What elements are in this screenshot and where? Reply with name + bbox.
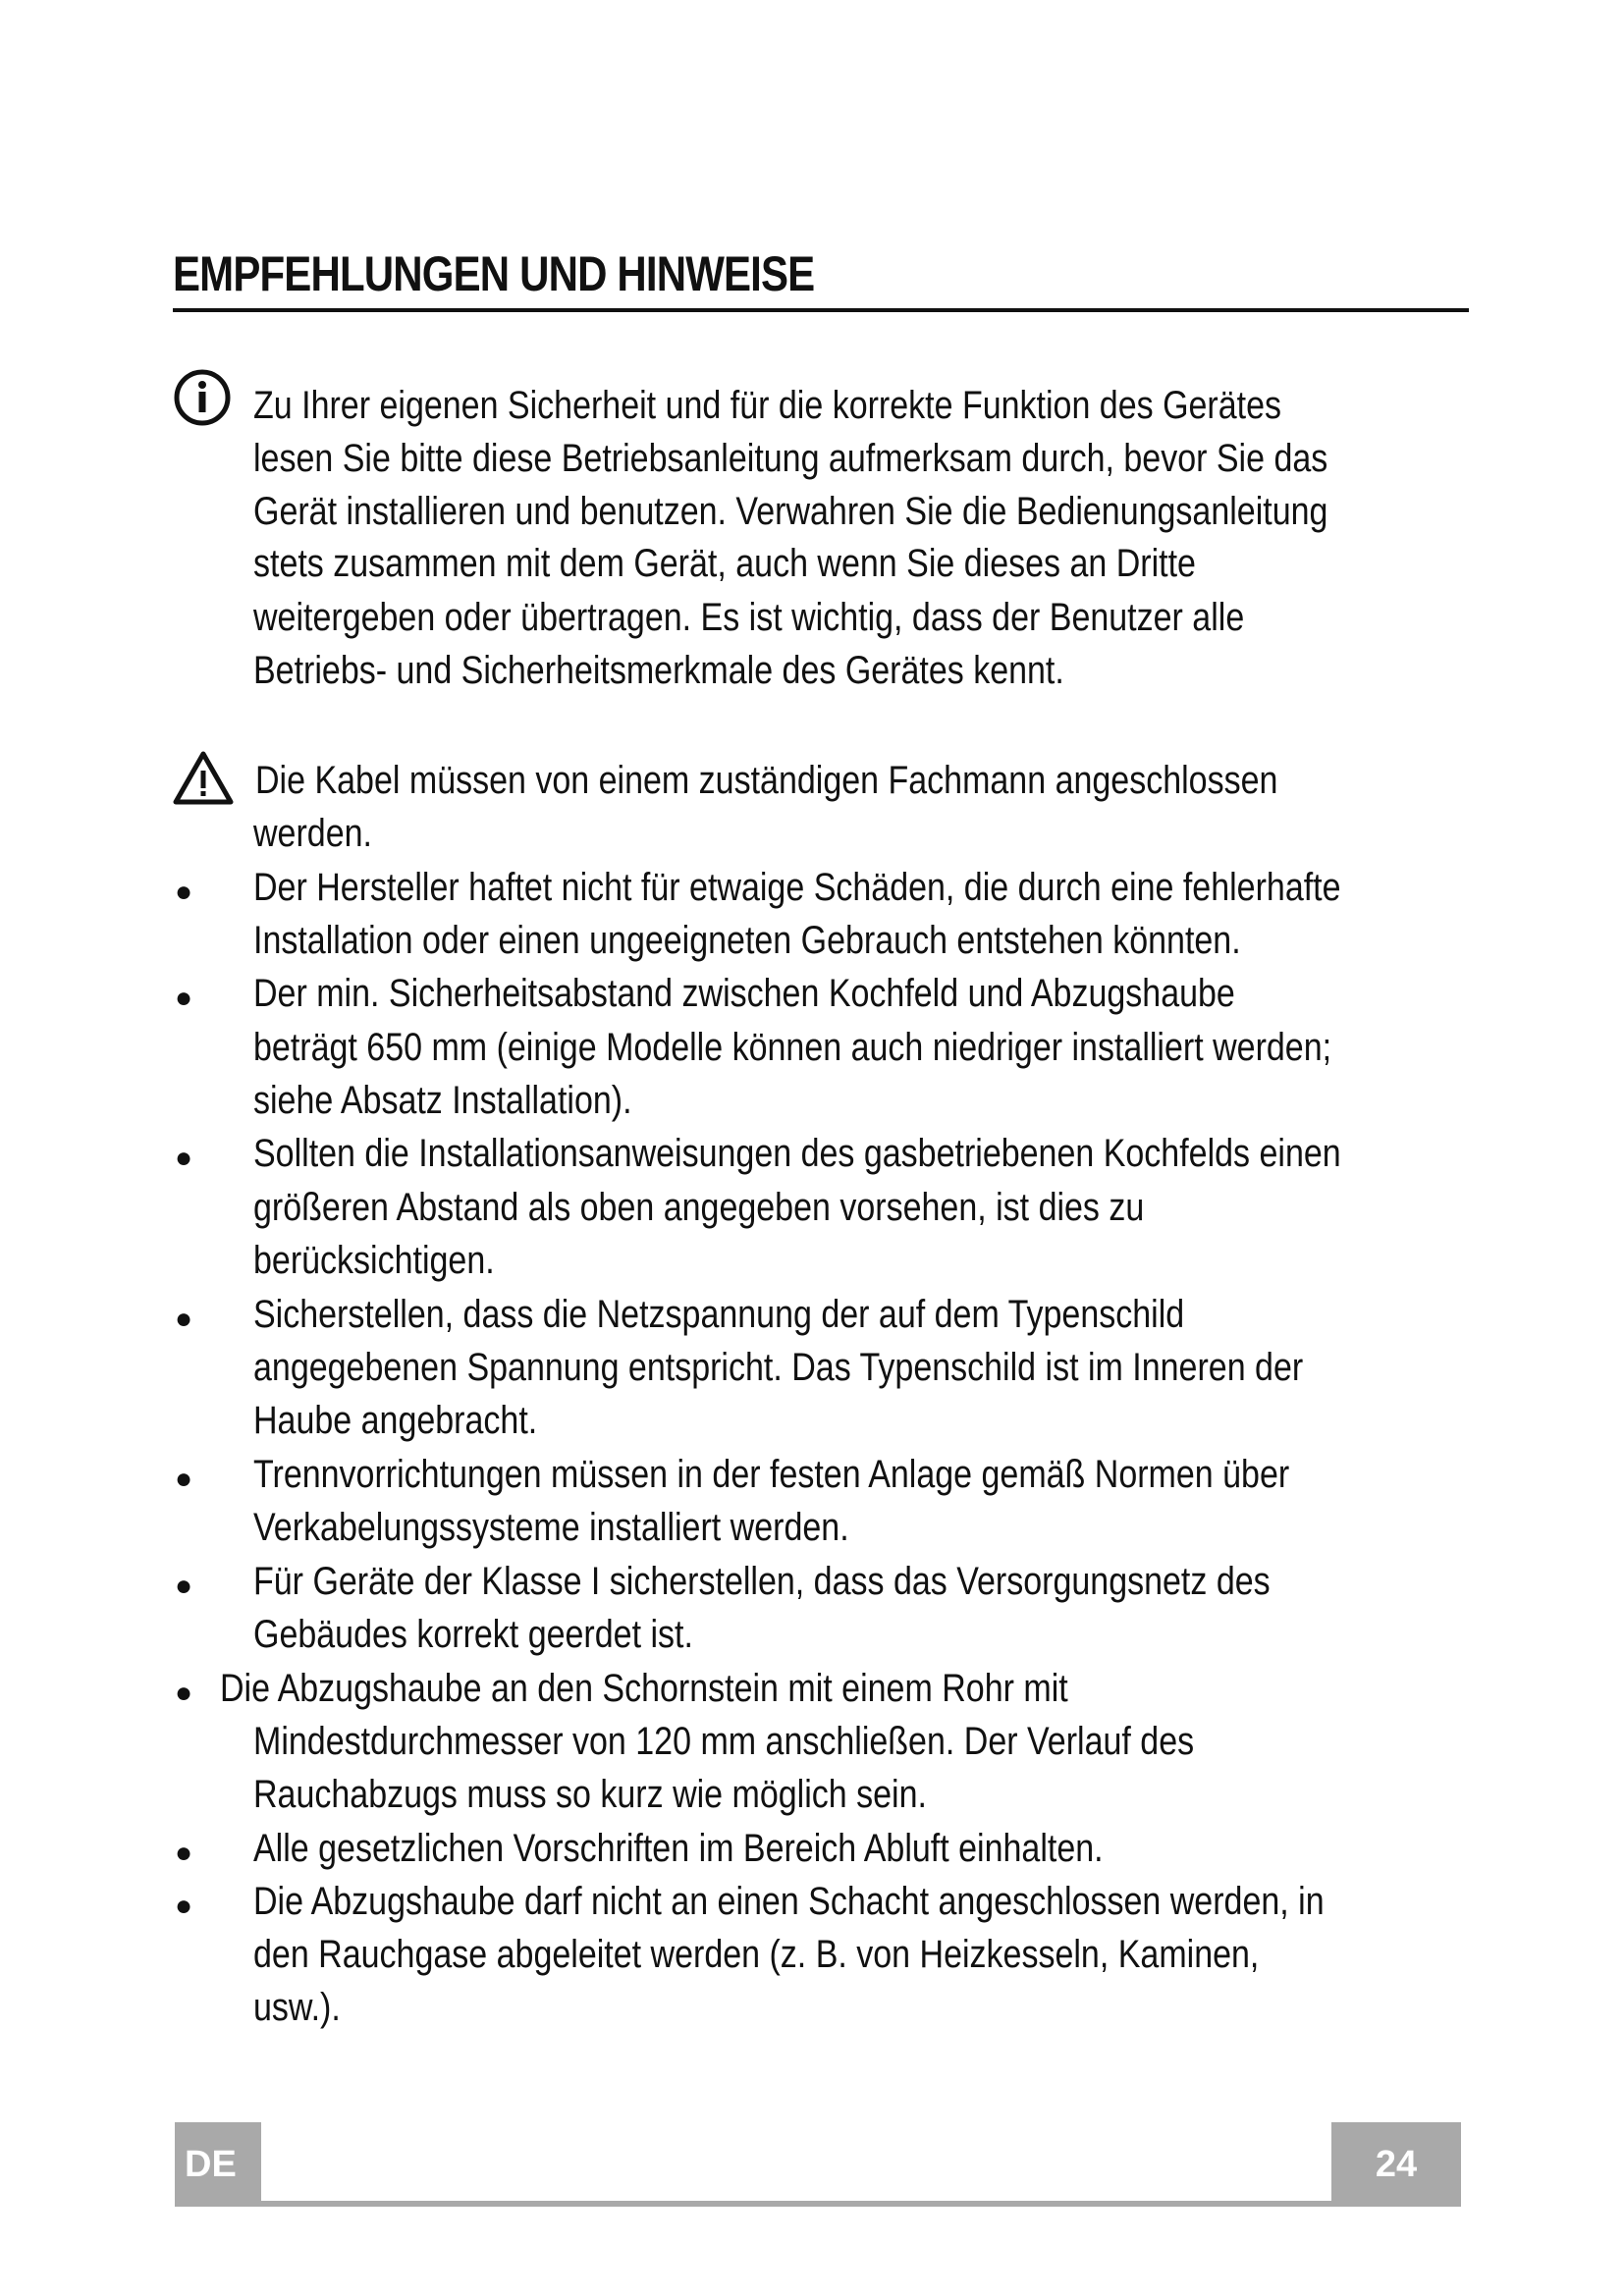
bullet-line: Der Hersteller haftet nicht für etwaige Schäden, die durch eine fehlerhafte — [253, 866, 1341, 909]
bullet-line: Mindestdurchmesser von 120 mm anschließen. Der Verlauf des — [253, 1720, 1195, 1763]
bullet-line: angegebenen Spannung entspricht. Das Typenschild ist im Inneren der — [253, 1346, 1304, 1389]
bullet-marker: ● — [175, 876, 193, 908]
info-line: Betriebs- und Sicherheitsmerkmale des Gerätes kennt. — [253, 649, 1064, 692]
bullet-line: Rauchabzugs muss so kurz wie möglich sein. — [253, 1773, 927, 1816]
bullet-line: beträgt 650 mm (einige Modelle können auch niedriger installiert werden; — [253, 1026, 1332, 1069]
bullet-marker: ● — [175, 1837, 193, 1869]
bullet-line: Der min. Sicherheitsabstand zwischen Kochfeld und Abzugshaube — [253, 972, 1235, 1015]
bullet-line: Die Abzugshaube an den Schornstein mit einem Rohr mit — [220, 1667, 1068, 1710]
info-line: stets zusammen mit dem Gerät, auch wenn Sie dieses an Dritte — [253, 542, 1196, 585]
info-circle-icon — [173, 368, 232, 427]
page-title: EMPFEHLUNGEN UND HINWEISE — [173, 246, 815, 301]
bullet-line: Verkabelungssysteme installiert werden. — [253, 1506, 849, 1549]
bullet-line: Alle gesetzlichen Vorschriften im Bereich Abluft einhalten. — [253, 1827, 1104, 1870]
bullet-marker: ● — [175, 1677, 193, 1709]
footer-page-number: 24 — [1331, 2122, 1461, 2207]
bullet-line: den Rauchgase abgeleitet werden (z. B. von Heizkesseln, Kaminen, — [253, 1933, 1260, 1976]
bullet-marker: ● — [175, 1890, 193, 1922]
bullet-line: Für Geräte der Klasse I sicherstellen, dass das Versorgungsnetz des — [253, 1560, 1271, 1603]
info-line: lesen Sie bitte diese Betriebsanleitung aufmerksam durch, bevor Sie das — [253, 437, 1328, 480]
bullet-line: Sollten die Installationsanweisungen des gasbetriebenen Kochfelds einen — [253, 1132, 1341, 1175]
bullet-line: berücksichtigen. — [253, 1239, 495, 1282]
bullet-line: Sicherstellen, dass die Netzspannung der auf dem Typenschild — [253, 1293, 1185, 1336]
info-line: Zu Ihrer eigenen Sicherheit und für die korrekte Funktion des Gerätes — [253, 384, 1282, 427]
title-rule — [173, 308, 1469, 312]
bullet-marker: ● — [175, 1463, 193, 1495]
info-line: weitergeben oder übertragen. Es ist wichtig, dass der Benutzer alle — [253, 596, 1245, 639]
warning-triangle-icon — [173, 751, 234, 806]
bullet-marker: ● — [175, 1570, 193, 1602]
bullet-marker: ● — [175, 1303, 193, 1335]
bullet-line: Gebäudes korrekt geerdet ist. — [253, 1613, 693, 1656]
warning-line: Die Kabel müssen von einem zuständigen Fachmann angeschlossen — [255, 759, 1278, 802]
info-line: Gerät installieren und benutzen. Verwahren Sie die Bedienungsanleitung — [253, 490, 1328, 533]
bullet-line: usw.). — [253, 1986, 341, 2029]
warning-line: werden. — [253, 812, 372, 855]
bullet-line: Installation oder einen ungeeigneten Gebrauch entstehen könnten. — [253, 919, 1241, 962]
bullet-marker: ● — [175, 982, 193, 1014]
bullet-line: Haube angebracht. — [253, 1399, 538, 1442]
bullet-line: siehe Absatz Installation). — [253, 1079, 632, 1122]
footer-language-badge: DE — [175, 2122, 261, 2207]
bullet-marker: ● — [175, 1142, 193, 1174]
bullet-line: Trennvorrichtungen müssen in der festen Anlage gemäß Normen über — [253, 1453, 1290, 1496]
bullet-line: größeren Abstand als oben angegeben vorsehen, ist dies zu — [253, 1186, 1145, 1229]
footer-line — [175, 2201, 1461, 2207]
bullet-line: Die Abzugshaube darf nicht an einen Schacht angeschlossen werden, in — [253, 1880, 1325, 1923]
